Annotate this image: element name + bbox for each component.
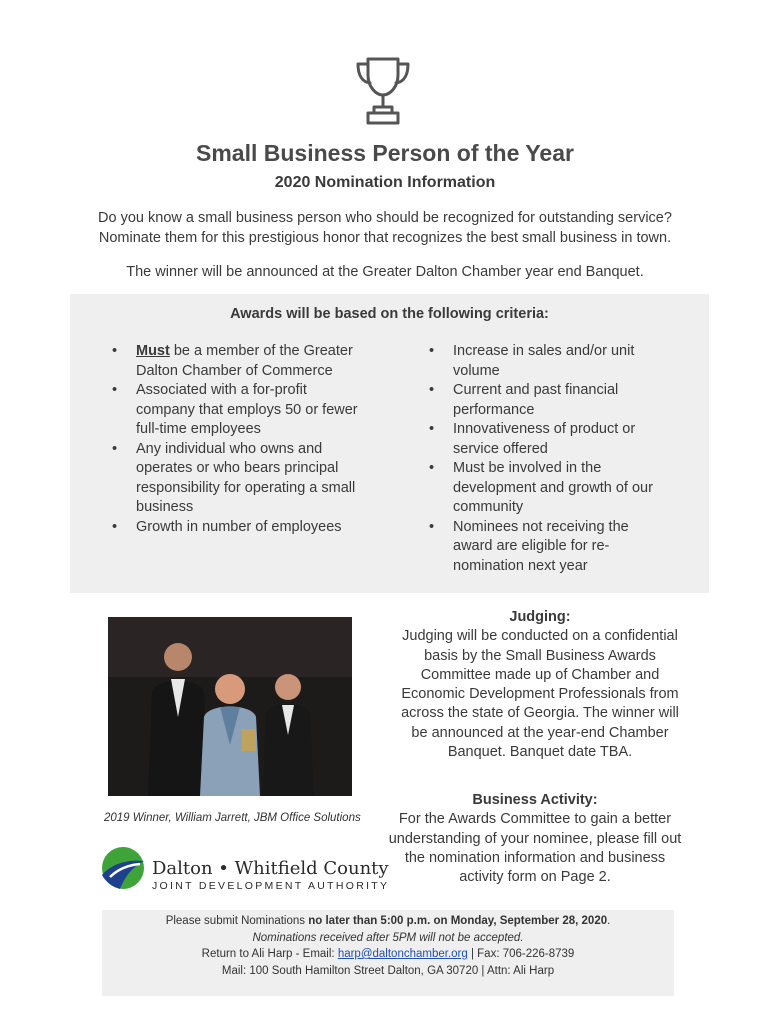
page-subtitle: 2020 Nomination Information — [274, 174, 496, 191]
criteria-text: Current and past financial performance — [453, 382, 619, 418]
criteria-text: Must be involved in the development and growth of our community — [453, 460, 653, 515]
bullet-icon: • — [429, 460, 435, 476]
bullet-icon: • — [429, 343, 435, 359]
business-activity-section — [385, 791, 685, 887]
criteria-text: Any individual who owns and operates or who bears principal responsibility for operating a small business — [136, 440, 356, 515]
bullet-icon: • — [112, 518, 118, 535]
return-line — [102, 946, 674, 963]
mail-line: Mail: 100 South Hamilton Street Dalton, GA 30720 | Attn: Ali Harp — [221, 964, 555, 977]
winner-photo-illustration — [108, 617, 352, 796]
list-item — [429, 342, 669, 381]
email-link[interactable]: harp@daltonchamber.org — [337, 948, 468, 960]
criteria-list-left — [112, 342, 362, 537]
bullet-icon: • — [112, 343, 118, 359]
bullet-icon: • — [112, 440, 118, 457]
criteria-text: Increase in sales and/or unit volume — [453, 343, 635, 379]
list-item — [112, 518, 362, 538]
criteria-heading: Awards will be based on the following criteria: — [230, 306, 549, 322]
bullet-icon: • — [429, 382, 435, 398]
intro-text — [60, 209, 710, 248]
logo-tagline: JOINT DEVELOPMENT AUTHORITY — [152, 880, 390, 892]
criteria-list-right — [429, 342, 669, 576]
winner-photo — [108, 617, 352, 796]
return-prefix: Return to Ali Harp - Email: — [201, 948, 338, 960]
submit-prefix: Please submit Nominations — [165, 915, 309, 927]
jda-logo — [100, 845, 390, 895]
intro-line-1: Do you know a small business person who should be recognized for outstanding service? — [98, 210, 672, 226]
list-item — [429, 420, 669, 459]
logo-swoosh-icon — [100, 845, 146, 891]
list-item — [112, 440, 362, 518]
must-emphasis: Must — [136, 343, 170, 359]
criteria-text: Associated with a for-profit company that employs 50 or fewer full-time employees — [136, 382, 358, 437]
business-activity-heading: Business Activity: — [472, 792, 598, 808]
intro-line-2: Nominate them for this prestigious honor that recognizes the best small business in town. — [98, 229, 672, 246]
submit-suffix: . — [607, 915, 611, 927]
criteria-text: Nominees not receiving the award are eligible for re-nomination next year — [453, 518, 629, 574]
trophy-icon — [352, 55, 414, 127]
list-item — [429, 381, 669, 420]
submit-deadline: no later than 5:00 p.m. on Monday, September 28, 2020 — [308, 915, 608, 927]
business-activity-body: For the Awards Committee to gain a better understanding of your nominee, please fill out the nomination information and business activity form on Page 2. — [388, 811, 682, 886]
page-title: Small Business Person of the Year — [196, 140, 574, 166]
criteria-text: Innovativeness of product or service offered — [453, 421, 636, 457]
judging-heading: Judging: — [509, 609, 571, 625]
bullet-icon: • — [429, 518, 435, 535]
bullet-icon: • — [112, 382, 118, 398]
logo-name: Dalton • Whitfield County — [152, 858, 389, 879]
photo-caption: 2019 Winner, William Jarrett, JBM Office Solutions — [104, 812, 361, 824]
list-item — [112, 342, 362, 381]
late-note: Nominations received after 5PM will not be accepted. — [252, 931, 524, 944]
submit-line — [102, 913, 674, 930]
judging-body: Judging will be conducted on a confidential basis by the Small Business Awards Committee made up of Chamber and Economic Development Professionals from across the state of Georgia. The winner will be announced at the year-end Chamber Banquet. Banquet date TBA. — [401, 628, 679, 761]
list-item — [112, 381, 362, 440]
judging-section — [395, 608, 685, 762]
criteria-section — [70, 294, 709, 593]
announcement-text: The winner will be announced at the Greater Dalton Chamber year end Banquet. — [126, 264, 644, 280]
criteria-text: be a member of the Greater Dalton Chamber of Commerce — [136, 343, 353, 379]
criteria-text: Growth in number of employees — [136, 518, 342, 535]
bullet-icon: • — [429, 421, 435, 437]
list-item — [429, 459, 669, 518]
submission-footer — [102, 910, 674, 996]
fax-text: | Fax: 706-226-8739 — [467, 948, 575, 960]
list-item — [429, 518, 669, 577]
